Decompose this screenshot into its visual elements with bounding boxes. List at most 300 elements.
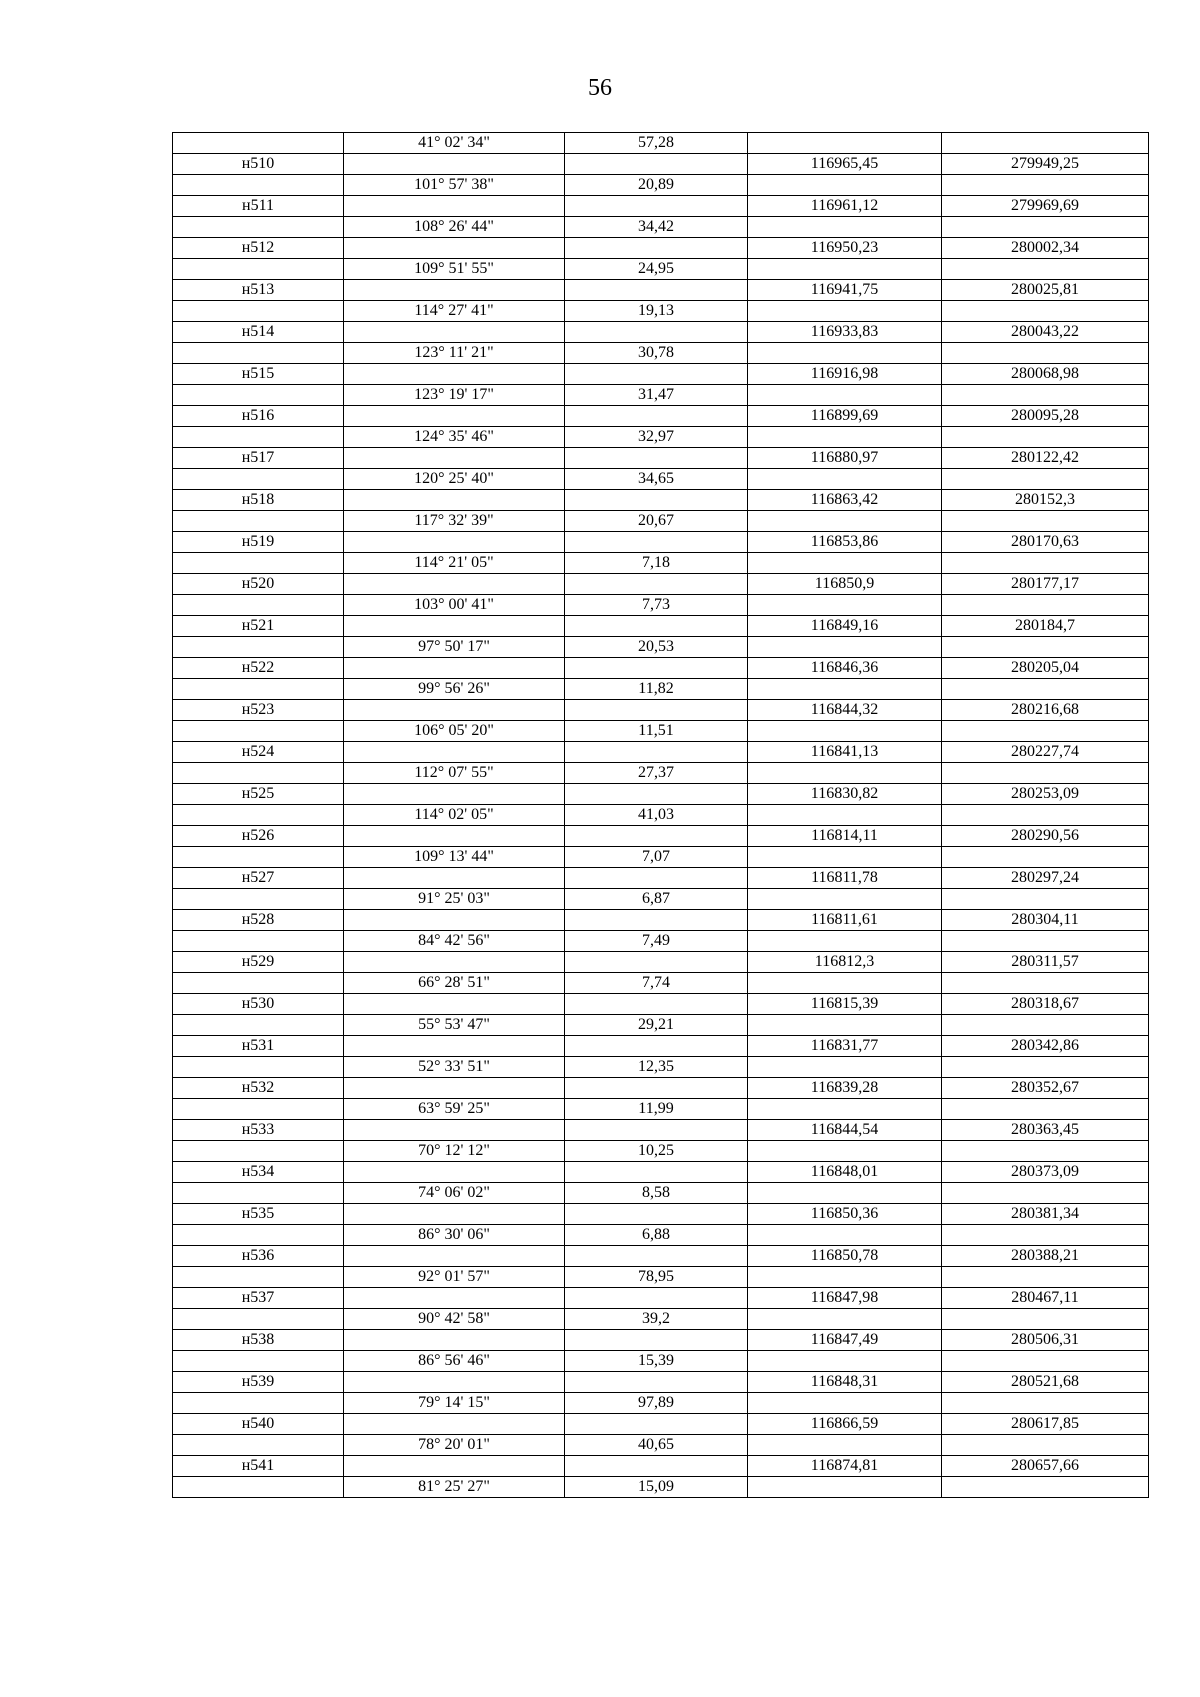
- distance-cell: [565, 406, 748, 427]
- bearing-cell: [344, 280, 565, 301]
- x-coordinate-cell: 116850,78: [748, 1246, 942, 1267]
- table-row: [173, 1372, 1149, 1393]
- x-coordinate-cell: 116848,01: [748, 1162, 942, 1183]
- bearing-cell: 123° 19' 17": [344, 385, 565, 406]
- y-coordinate-cell: [942, 637, 1149, 658]
- x-coordinate-cell: 116830,82: [748, 784, 942, 805]
- bearing-cell: [344, 196, 565, 217]
- y-coordinate-cell: [942, 301, 1149, 322]
- point-name-cell: н528: [173, 910, 344, 931]
- point-name-cell: [173, 469, 344, 490]
- x-coordinate-cell: 116899,69: [748, 406, 942, 427]
- table-row: [173, 910, 1149, 931]
- x-coordinate-cell: 116848,31: [748, 1372, 942, 1393]
- x-coordinate-cell: [748, 763, 942, 784]
- y-coordinate-cell: [942, 721, 1149, 742]
- y-coordinate-cell: 280352,67: [942, 1078, 1149, 1099]
- bearing-cell: 114° 27' 41": [344, 301, 565, 322]
- table-row: [173, 1225, 1149, 1246]
- bearing-cell: 70° 12' 12": [344, 1141, 565, 1162]
- distance-cell: 27,37: [565, 763, 748, 784]
- x-coordinate-cell: [748, 301, 942, 322]
- y-coordinate-cell: [942, 1393, 1149, 1414]
- bearing-cell: 86° 56' 46": [344, 1351, 565, 1372]
- table-row: [173, 1057, 1149, 1078]
- y-coordinate-cell: 280095,28: [942, 406, 1149, 427]
- point-name-cell: [173, 637, 344, 658]
- distance-cell: [565, 1372, 748, 1393]
- table-row: [173, 1288, 1149, 1309]
- bearing-cell: [344, 826, 565, 847]
- x-coordinate-cell: [748, 259, 942, 280]
- point-name-cell: н519: [173, 532, 344, 553]
- x-coordinate-cell: 116850,36: [748, 1204, 942, 1225]
- x-coordinate-cell: [748, 427, 942, 448]
- bearing-cell: 103° 00' 41": [344, 595, 565, 616]
- x-coordinate-cell: 116847,98: [748, 1288, 942, 1309]
- y-coordinate-cell: 280506,31: [942, 1330, 1149, 1351]
- bearing-cell: 91° 25' 03": [344, 889, 565, 910]
- table-row: [173, 1015, 1149, 1036]
- distance-cell: 7,07: [565, 847, 748, 868]
- x-coordinate-cell: [748, 637, 942, 658]
- point-name-cell: н534: [173, 1162, 344, 1183]
- table-row: [173, 427, 1149, 448]
- point-name-cell: [173, 553, 344, 574]
- y-coordinate-cell: 280381,34: [942, 1204, 1149, 1225]
- x-coordinate-cell: [748, 1477, 942, 1498]
- table-row: [173, 1414, 1149, 1435]
- distance-cell: 97,89: [565, 1393, 748, 1414]
- y-coordinate-cell: 280318,67: [942, 994, 1149, 1015]
- bearing-cell: [344, 1204, 565, 1225]
- distance-cell: 6,87: [565, 889, 748, 910]
- x-coordinate-cell: [748, 721, 942, 742]
- survey-coordinates-table: [172, 132, 1149, 1498]
- y-coordinate-cell: 280290,56: [942, 826, 1149, 847]
- x-coordinate-cell: 116866,59: [748, 1414, 942, 1435]
- bearing-cell: [344, 1246, 565, 1267]
- point-name-cell: [173, 1099, 344, 1120]
- point-name-cell: [173, 931, 344, 952]
- table-row: [173, 406, 1149, 427]
- distance-cell: 15,09: [565, 1477, 748, 1498]
- y-coordinate-cell: 279949,25: [942, 154, 1149, 175]
- x-coordinate-cell: 116853,86: [748, 532, 942, 553]
- bearing-cell: [344, 1456, 565, 1477]
- bearing-cell: [344, 1330, 565, 1351]
- point-name-cell: [173, 1477, 344, 1498]
- point-name-cell: н529: [173, 952, 344, 973]
- distance-cell: [565, 1204, 748, 1225]
- point-name-cell: н525: [173, 784, 344, 805]
- table-row: [173, 1330, 1149, 1351]
- distance-cell: 19,13: [565, 301, 748, 322]
- bearing-cell: [344, 448, 565, 469]
- distance-cell: [565, 1078, 748, 1099]
- distance-cell: [565, 154, 748, 175]
- table-row: [173, 385, 1149, 406]
- distance-cell: 32,97: [565, 427, 748, 448]
- y-coordinate-cell: [942, 1267, 1149, 1288]
- y-coordinate-cell: [942, 133, 1149, 154]
- table-row: [173, 658, 1149, 679]
- bearing-cell: 106° 05' 20": [344, 721, 565, 742]
- bearing-cell: [344, 868, 565, 889]
- y-coordinate-cell: 280122,42: [942, 448, 1149, 469]
- distance-cell: [565, 1162, 748, 1183]
- x-coordinate-cell: [748, 679, 942, 700]
- table-row: [173, 322, 1149, 343]
- bearing-cell: 120° 25' 40": [344, 469, 565, 490]
- table-row: [173, 154, 1149, 175]
- point-name-cell: н541: [173, 1456, 344, 1477]
- bearing-cell: [344, 1120, 565, 1141]
- table-row: [173, 280, 1149, 301]
- x-coordinate-cell: [748, 1309, 942, 1330]
- point-name-cell: н521: [173, 616, 344, 637]
- x-coordinate-cell: 116849,16: [748, 616, 942, 637]
- y-coordinate-cell: 280184,7: [942, 616, 1149, 637]
- point-name-cell: [173, 133, 344, 154]
- bearing-cell: 74° 06' 02": [344, 1183, 565, 1204]
- y-coordinate-cell: [942, 511, 1149, 532]
- bearing-cell: 55° 53' 47": [344, 1015, 565, 1036]
- table-row: [173, 469, 1149, 490]
- point-name-cell: [173, 385, 344, 406]
- bearing-cell: 97° 50' 17": [344, 637, 565, 658]
- distance-cell: 7,74: [565, 973, 748, 994]
- bearing-cell: 81° 25' 27": [344, 1477, 565, 1498]
- y-coordinate-cell: [942, 1015, 1149, 1036]
- point-name-cell: н518: [173, 490, 344, 511]
- y-coordinate-cell: [942, 973, 1149, 994]
- table-row: [173, 1183, 1149, 1204]
- x-coordinate-cell: [748, 973, 942, 994]
- x-coordinate-cell: 116841,13: [748, 742, 942, 763]
- bearing-cell: [344, 784, 565, 805]
- distance-cell: [565, 1330, 748, 1351]
- point-name-cell: [173, 763, 344, 784]
- point-name-cell: н540: [173, 1414, 344, 1435]
- table-row: [173, 952, 1149, 973]
- point-name-cell: [173, 1435, 344, 1456]
- distance-cell: [565, 1246, 748, 1267]
- bearing-cell: [344, 1372, 565, 1393]
- distance-cell: [565, 826, 748, 847]
- bearing-cell: [344, 406, 565, 427]
- y-coordinate-cell: [942, 1183, 1149, 1204]
- x-coordinate-cell: [748, 469, 942, 490]
- x-coordinate-cell: 116811,61: [748, 910, 942, 931]
- table-row: [173, 1435, 1149, 1456]
- point-name-cell: [173, 595, 344, 616]
- y-coordinate-cell: [942, 889, 1149, 910]
- bearing-cell: 78° 20' 01": [344, 1435, 565, 1456]
- y-coordinate-cell: 280043,22: [942, 322, 1149, 343]
- x-coordinate-cell: [748, 1015, 942, 1036]
- bearing-cell: 92° 01' 57": [344, 1267, 565, 1288]
- point-name-cell: н531: [173, 1036, 344, 1057]
- x-coordinate-cell: [748, 889, 942, 910]
- bearing-cell: 112° 07' 55": [344, 763, 565, 784]
- point-name-cell: [173, 1351, 344, 1372]
- table-row: [173, 1393, 1149, 1414]
- bearing-cell: [344, 658, 565, 679]
- table-row: [173, 1099, 1149, 1120]
- x-coordinate-cell: 116880,97: [748, 448, 942, 469]
- table-row: [173, 196, 1149, 217]
- point-name-cell: [173, 1309, 344, 1330]
- table-row: [173, 721, 1149, 742]
- distance-cell: [565, 574, 748, 595]
- table-row: [173, 1477, 1149, 1498]
- bearing-cell: 41° 02' 34": [344, 133, 565, 154]
- y-coordinate-cell: 280521,68: [942, 1372, 1149, 1393]
- bearing-cell: 101° 57' 38": [344, 175, 565, 196]
- table-row: [173, 679, 1149, 700]
- bearing-cell: [344, 364, 565, 385]
- point-name-cell: [173, 217, 344, 238]
- x-coordinate-cell: 116811,78: [748, 868, 942, 889]
- distance-cell: 39,2: [565, 1309, 748, 1330]
- bearing-cell: 114° 02' 05": [344, 805, 565, 826]
- y-coordinate-cell: [942, 1351, 1149, 1372]
- x-coordinate-cell: 116961,12: [748, 196, 942, 217]
- bearing-cell: [344, 574, 565, 595]
- table-row: [173, 700, 1149, 721]
- distance-cell: [565, 196, 748, 217]
- bearing-cell: [344, 238, 565, 259]
- point-name-cell: н513: [173, 280, 344, 301]
- bearing-cell: 123° 11' 21": [344, 343, 565, 364]
- table-row: [173, 511, 1149, 532]
- distance-cell: 24,95: [565, 259, 748, 280]
- x-coordinate-cell: [748, 595, 942, 616]
- distance-cell: 11,82: [565, 679, 748, 700]
- x-coordinate-cell: 116850,9: [748, 574, 942, 595]
- table-row: [173, 637, 1149, 658]
- distance-cell: [565, 322, 748, 343]
- x-coordinate-cell: 116846,36: [748, 658, 942, 679]
- table-row: [173, 1078, 1149, 1099]
- y-coordinate-cell: [942, 763, 1149, 784]
- table-row: [173, 217, 1149, 238]
- distance-cell: [565, 532, 748, 553]
- distance-cell: 8,58: [565, 1183, 748, 1204]
- y-coordinate-cell: 280388,21: [942, 1246, 1149, 1267]
- table-row: [173, 826, 1149, 847]
- y-coordinate-cell: [942, 385, 1149, 406]
- y-coordinate-cell: 280216,68: [942, 700, 1149, 721]
- table-row: [173, 1204, 1149, 1225]
- bearing-cell: [344, 994, 565, 1015]
- y-coordinate-cell: 280617,85: [942, 1414, 1149, 1435]
- y-coordinate-cell: [942, 1099, 1149, 1120]
- x-coordinate-cell: 116839,28: [748, 1078, 942, 1099]
- table-row: [173, 532, 1149, 553]
- x-coordinate-cell: [748, 133, 942, 154]
- y-coordinate-cell: 280311,57: [942, 952, 1149, 973]
- point-name-cell: н524: [173, 742, 344, 763]
- x-coordinate-cell: [748, 1435, 942, 1456]
- x-coordinate-cell: 116916,98: [748, 364, 942, 385]
- y-coordinate-cell: 280253,09: [942, 784, 1149, 805]
- bearing-cell: 99° 56' 26": [344, 679, 565, 700]
- y-coordinate-cell: [942, 259, 1149, 280]
- bearing-cell: 109° 13' 44": [344, 847, 565, 868]
- y-coordinate-cell: [942, 469, 1149, 490]
- table-row: [173, 1141, 1149, 1162]
- distance-cell: [565, 700, 748, 721]
- distance-cell: [565, 364, 748, 385]
- bearing-cell: 52° 33' 51": [344, 1057, 565, 1078]
- distance-cell: 12,35: [565, 1057, 748, 1078]
- point-name-cell: н538: [173, 1330, 344, 1351]
- distance-cell: 15,39: [565, 1351, 748, 1372]
- distance-cell: [565, 280, 748, 301]
- bearing-cell: [344, 952, 565, 973]
- distance-cell: [565, 742, 748, 763]
- table-row: [173, 931, 1149, 952]
- table-row: [173, 868, 1149, 889]
- distance-cell: [565, 616, 748, 637]
- y-coordinate-cell: [942, 1057, 1149, 1078]
- point-name-cell: н526: [173, 826, 344, 847]
- point-name-cell: [173, 805, 344, 826]
- bearing-cell: [344, 1078, 565, 1099]
- table-row: [173, 1267, 1149, 1288]
- x-coordinate-cell: [748, 1183, 942, 1204]
- distance-cell: 11,99: [565, 1099, 748, 1120]
- distance-cell: [565, 1036, 748, 1057]
- x-coordinate-cell: 116863,42: [748, 490, 942, 511]
- table-row: [173, 1162, 1149, 1183]
- bearing-cell: [344, 154, 565, 175]
- bearing-cell: 86° 30' 06": [344, 1225, 565, 1246]
- table-row: [173, 133, 1149, 154]
- distance-cell: [565, 1414, 748, 1435]
- page-number: 56: [588, 75, 612, 101]
- distance-cell: [565, 658, 748, 679]
- bearing-cell: [344, 1414, 565, 1435]
- y-coordinate-cell: 280467,11: [942, 1288, 1149, 1309]
- distance-cell: 7,18: [565, 553, 748, 574]
- x-coordinate-cell: [748, 931, 942, 952]
- distance-cell: 34,65: [565, 469, 748, 490]
- point-name-cell: [173, 301, 344, 322]
- point-name-cell: н535: [173, 1204, 344, 1225]
- point-name-cell: н510: [173, 154, 344, 175]
- x-coordinate-cell: [748, 511, 942, 532]
- y-coordinate-cell: [942, 553, 1149, 574]
- point-name-cell: н520: [173, 574, 344, 595]
- table-row: [173, 259, 1149, 280]
- point-name-cell: н523: [173, 700, 344, 721]
- point-name-cell: [173, 175, 344, 196]
- y-coordinate-cell: 280025,81: [942, 280, 1149, 301]
- point-name-cell: [173, 1183, 344, 1204]
- x-coordinate-cell: 116814,11: [748, 826, 942, 847]
- y-coordinate-cell: [942, 427, 1149, 448]
- table-row: [173, 1309, 1149, 1330]
- distance-cell: 78,95: [565, 1267, 748, 1288]
- table-row: [173, 1351, 1149, 1372]
- point-name-cell: [173, 343, 344, 364]
- bearing-cell: [344, 532, 565, 553]
- x-coordinate-cell: [748, 847, 942, 868]
- y-coordinate-cell: 280205,04: [942, 658, 1149, 679]
- table-row: [173, 595, 1149, 616]
- table-row: [173, 1036, 1149, 1057]
- distance-cell: [565, 994, 748, 1015]
- distance-cell: 30,78: [565, 343, 748, 364]
- point-name-cell: [173, 259, 344, 280]
- x-coordinate-cell: [748, 553, 942, 574]
- x-coordinate-cell: 116847,49: [748, 1330, 942, 1351]
- bearing-cell: [344, 1162, 565, 1183]
- distance-cell: [565, 448, 748, 469]
- table-body: [173, 133, 1149, 1498]
- table-row: [173, 490, 1149, 511]
- x-coordinate-cell: 116831,77: [748, 1036, 942, 1057]
- y-coordinate-cell: [942, 1225, 1149, 1246]
- y-coordinate-cell: 280002,34: [942, 238, 1149, 259]
- table-row: [173, 763, 1149, 784]
- table-row: [173, 784, 1149, 805]
- distance-cell: 20,53: [565, 637, 748, 658]
- table-row: [173, 847, 1149, 868]
- point-name-cell: н516: [173, 406, 344, 427]
- bearing-cell: [344, 1036, 565, 1057]
- x-coordinate-cell: [748, 385, 942, 406]
- table-row: [173, 238, 1149, 259]
- table-row: [173, 973, 1149, 994]
- bearing-cell: [344, 322, 565, 343]
- x-coordinate-cell: [748, 1225, 942, 1246]
- y-coordinate-cell: [942, 1141, 1149, 1162]
- point-name-cell: [173, 1225, 344, 1246]
- y-coordinate-cell: [942, 595, 1149, 616]
- x-coordinate-cell: 116933,83: [748, 322, 942, 343]
- x-coordinate-cell: [748, 1099, 942, 1120]
- distance-cell: 20,67: [565, 511, 748, 532]
- point-name-cell: [173, 973, 344, 994]
- x-coordinate-cell: [748, 1393, 942, 1414]
- y-coordinate-cell: 280177,17: [942, 574, 1149, 595]
- y-coordinate-cell: [942, 1435, 1149, 1456]
- bearing-cell: 109° 51' 55": [344, 259, 565, 280]
- table-row: [173, 574, 1149, 595]
- point-name-cell: н514: [173, 322, 344, 343]
- y-coordinate-cell: 280297,24: [942, 868, 1149, 889]
- point-name-cell: [173, 679, 344, 700]
- distance-cell: 57,28: [565, 133, 748, 154]
- bearing-cell: 124° 35' 46": [344, 427, 565, 448]
- table-row: [173, 1456, 1149, 1477]
- x-coordinate-cell: 116812,3: [748, 952, 942, 973]
- x-coordinate-cell: 116941,75: [748, 280, 942, 301]
- table-row: [173, 1120, 1149, 1141]
- bearing-cell: 108° 26' 44": [344, 217, 565, 238]
- distance-cell: [565, 1456, 748, 1477]
- x-coordinate-cell: [748, 217, 942, 238]
- distance-cell: 41,03: [565, 805, 748, 826]
- point-name-cell: н530: [173, 994, 344, 1015]
- y-coordinate-cell: 280363,45: [942, 1120, 1149, 1141]
- x-coordinate-cell: 116844,54: [748, 1120, 942, 1141]
- bearing-cell: 90° 42' 58": [344, 1309, 565, 1330]
